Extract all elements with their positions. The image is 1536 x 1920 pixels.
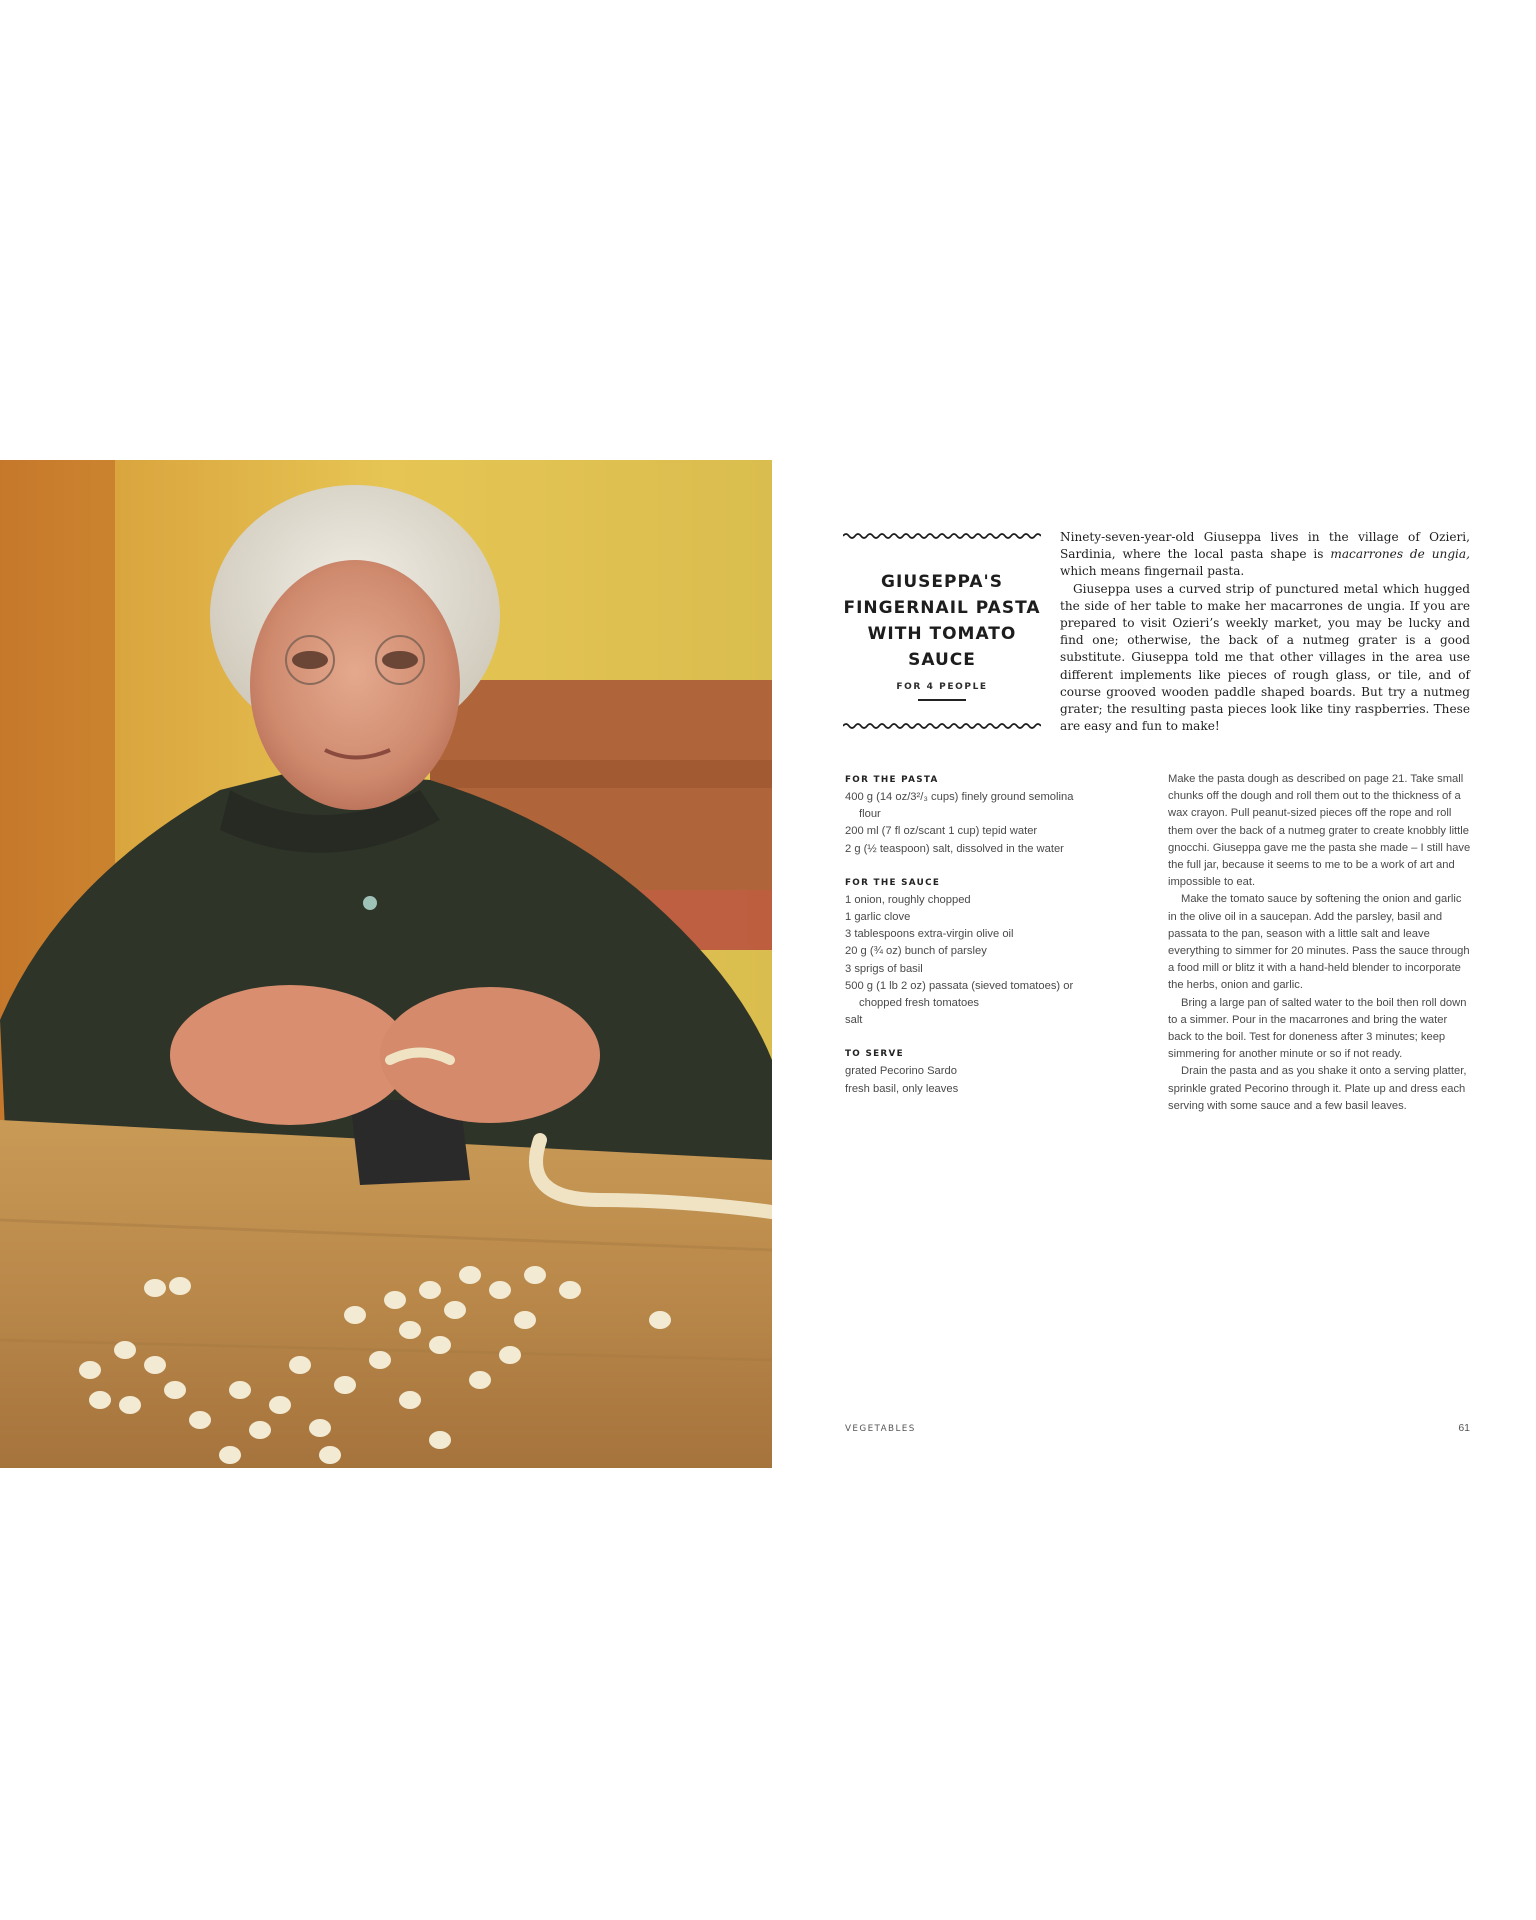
ingredient-item: fresh basil, only leaves <box>845 1082 959 1095</box>
ingredients-list <box>845 772 1090 1115</box>
photo-elderly-woman-making-pasta-icon <box>0 460 772 1468</box>
wavy-divider-top-icon <box>843 531 1041 541</box>
recipe-method <box>1168 771 1471 1115</box>
ingredients-serve-section <box>845 1046 1090 1097</box>
recipe-title-block <box>843 531 1041 731</box>
intro-text: Ninety-seven-year-old Giuseppa lives in the village of Ozieri, Sardinia, where the local pasta shape is <box>1060 530 1470 562</box>
intro-paragraph-2: Giuseppa uses a curved strip of punctured metal which hugged the side of her table to make her macarrones de ungia. If you are prepared to visit Ozieri’s weekly market, you may be lucky and find one; otherwise, the back of a nutmeg grater is a good substitute. Giuseppa told me that other villages in the area use different implements like pieces of rough glass, or tile, and of course grooved wooden paddle shaped boards. But try a nutmeg grater; the resulting pasta pieces look like tiny raspberries. These are easy and fun to make! <box>1060 581 1470 734</box>
recipe-introduction <box>1060 529 1470 735</box>
footer-section-label: VEGETABLES <box>845 1424 916 1434</box>
method-step-2: Make the tomato sauce by softening the onion and garlic in the olive oil in a saucepan. Add the parsley, basil and passata to the pan, season with a little salt and leave everything to simmer for 20 minutes. Pass the sauce through a food mill or blitz it with a hand-held blender to incorporate the herbs, onion and garlic. <box>1168 893 1470 992</box>
ingredients-heading-sauce: FOR THE SAUCE <box>845 877 941 888</box>
recipe-photo <box>0 460 772 1468</box>
ingredient-item: 400 g (14 oz/3²/₃ cups) finely ground semolina flour <box>845 791 1074 821</box>
method-step-3: Bring a large pan of salted water to the boil then roll down to a simmer. Pour in the macarrones and bring the water back to the boil. Test for doneness after 3 minutes; keep simmering for another minute or so if not ready. <box>1168 996 1467 1061</box>
recipe-title-line-3: WITH TOMATO SAUCE <box>867 624 1017 670</box>
ingredients-sauce-section <box>845 875 1090 1030</box>
title-rule-divider <box>918 699 966 701</box>
ingredients-heading-serve: TO SERVE <box>845 1049 904 1060</box>
recipe-title <box>843 569 1041 673</box>
serves-count: FOR 4 PEOPLE <box>896 682 988 692</box>
ingredients-pasta-section <box>845 772 1090 858</box>
ingredient-item: 200 ml (7 fl oz/scant 1 cup) tepid water <box>845 825 1038 838</box>
ingredient-item: 500 g (1 lb 2 oz) passata (sieved tomatoes) or chopped fresh tomatoes <box>845 979 1074 1010</box>
intro-text: which means fingernail pasta. <box>1060 564 1245 579</box>
wavy-divider-bottom-icon <box>843 721 1041 731</box>
recipe-title-line-1: GIUSEPPA'S <box>881 572 1003 592</box>
intro-italic-term: macarrones de ungia, <box>1330 547 1470 562</box>
page-number: 61 <box>1458 1422 1470 1434</box>
ingredient-item: salt <box>845 1014 863 1027</box>
ingredients-heading-pasta: FOR THE PASTA <box>845 775 939 785</box>
ingredient-item: 3 tablespoons extra-virgin olive oil <box>845 928 1014 941</box>
method-step-4: Drain the pasta and as you shake it onto a serving platter, sprinkle grated Pecorino through it. Plate up and dress each serving with some sauce and a few basil leaves. <box>1168 1065 1467 1112</box>
ingredient-item: 1 garlic clove <box>845 911 911 924</box>
ingredient-item: 2 g (½ teaspoon) salt, dissolved in the water <box>845 842 1064 855</box>
ingredient-item: 1 onion, roughly chopped <box>845 893 971 906</box>
ingredient-item: 3 sprigs of basil <box>845 962 923 975</box>
intro-paragraph-1 <box>1060 529 1470 581</box>
recipe-title-line-2: FINGERNAIL PASTA <box>843 598 1041 618</box>
ingredient-item: 20 g (¾ oz) bunch of parsley <box>845 945 987 958</box>
ingredient-item: grated Pecorino Sardo <box>845 1065 957 1078</box>
method-step-1: Make the pasta dough as described on page 21. Take small chunks off the dough and roll them out to the thickness of a wax crayon. Pull peanut-sized pieces off the rope and roll them over the back of a nutmeg grater to create knobbly little gnocchi. Giuseppa gave me the pasta she made – I still have the full jar, because it seems to me to be a work of art and impossible to eat. <box>1168 773 1471 889</box>
